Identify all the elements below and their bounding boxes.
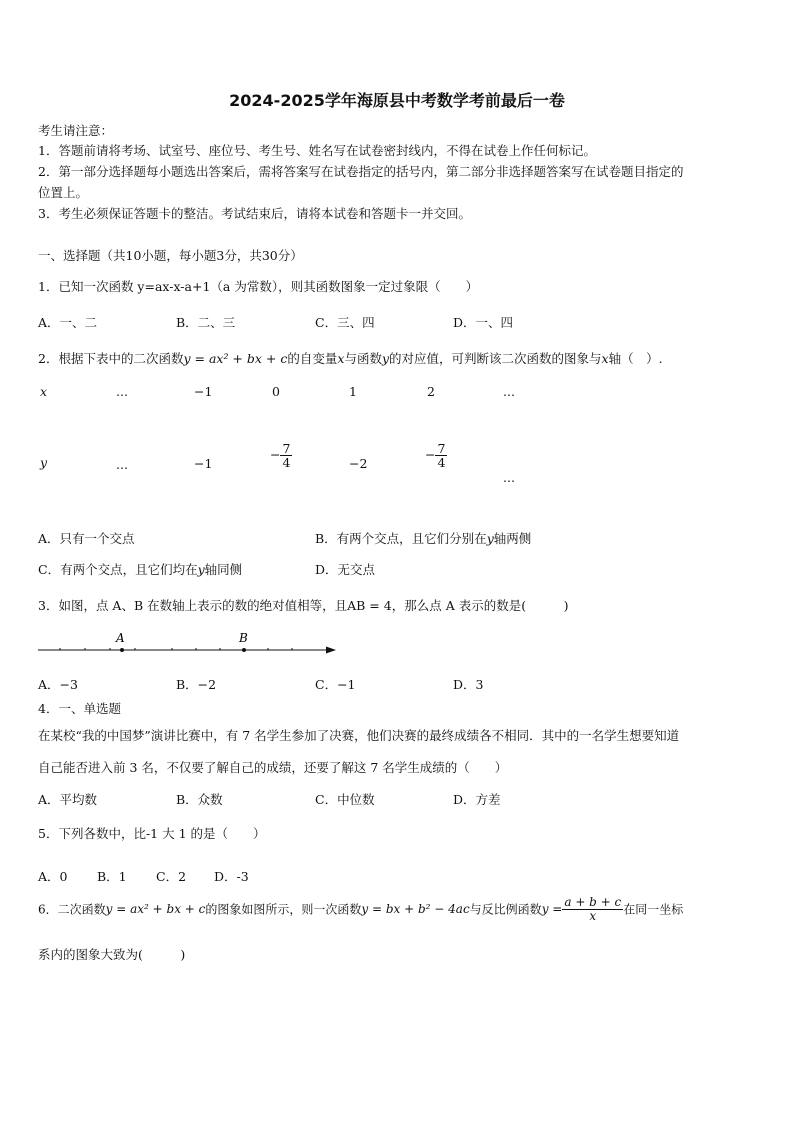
q4-option-b: B．众数 [176, 792, 223, 807]
table-x-cell: 2 [427, 384, 435, 399]
q4-line-1: 在某校“我的中国梦”演讲比赛中，有 7 名学生参加了决赛，他们决赛的最终成绩各不相同．其中的一名学生想要知道 [38, 728, 680, 743]
table-y-cell: ... [116, 457, 128, 472]
q3-option-a: A．−3 [38, 677, 78, 692]
q6-line-2: 系内的图象大致为( ) [38, 947, 186, 962]
notice-heading: 考生请注意： [38, 123, 114, 138]
q5-option-d: D．-3 [214, 869, 249, 884]
q4-option-a: A．平均数 [38, 792, 98, 807]
q2-option-c: C．有两个交点，且它们均在y轴同侧 [38, 562, 243, 577]
q5-option-b: B．1 [97, 869, 127, 884]
q1-option-d: D．一、四 [453, 315, 514, 330]
q4-line-2: 自己能否进入前 3 名，不仅要了解自己的成绩，还要了解这 7 名学生成绩的（ ） [38, 760, 508, 775]
q5-option-a: A．0 [38, 869, 68, 884]
q3-option-b: B．−2 [176, 677, 217, 692]
notice-item-1: 1．答题前请将考场、试室号、座位号、考生号、姓名写在试卷密封线内，不得在试卷上作任何标记。 [38, 143, 596, 158]
table-x-cell: 0 [272, 384, 280, 399]
table-y-cell: −2 [349, 456, 368, 471]
point-b-dot [242, 648, 246, 652]
table-x-cell: ... [503, 384, 515, 399]
q3-option-c: C．−1 [315, 677, 356, 692]
q6-stem: 6．二次函数y = ax² + bx + c的图象如图所示，则一次函数y = bx + b² − 4ac与反比例函数y = $\frac{a + b + c}{x}$ 在同一坐标 [38, 895, 684, 923]
point-a-dot [120, 648, 124, 652]
table-y-cell-fraction: − $\frac{7}{4}$ [425, 441, 446, 471]
table-x-cell: −1 [194, 384, 213, 399]
table-y-label: y [40, 455, 48, 470]
notice-item-3: 3．考生必须保证答题卡的整洁。考试结束后，请将本试卷和答题卡一并交回。 [38, 206, 471, 221]
point-b-label: B [239, 631, 248, 645]
notice-item-2-cont: 位置上。 [38, 185, 89, 200]
q2-stem: 2．根据下表中的二次函数y = ax² + bx + c的自变量x与函数y的对应值，可判断该二次函数的图象与x轴（ ）. [38, 351, 663, 366]
q1-option-a: A．一、二 [38, 315, 98, 330]
q3-stem: 3．如图，点 A、B 在数轴上表示的数的绝对值相等，且AB = 4，那么点 A 表示的数是( ) [38, 598, 569, 613]
q5-option-c: C．2 [156, 869, 187, 884]
q4-option-c: C．中位数 [315, 792, 375, 807]
table-y-cell: −1 [194, 456, 213, 471]
page-title: 2024-2025学年海原县中考数学考前最后一卷 [229, 91, 565, 110]
q3-option-d: D．3 [453, 677, 484, 692]
q1-option-c: C．三、四 [315, 315, 375, 330]
q4-option-d: D．方差 [453, 792, 501, 807]
table-x-label: x [40, 384, 48, 399]
q1-option-b: B．二、三 [176, 315, 236, 330]
number-line-figure [36, 628, 340, 658]
q1-stem: 1．已知一次函数 y=ax-x-a+1（a 为常数），则其函数图象一定过象限（ ） [38, 279, 479, 294]
q4-heading: 4．一、单选题 [38, 701, 121, 716]
notice-item-2: 2．第一部分选择题每小题选出答案后，需将答案写在试卷指定的括号内，第二部分非选择题答案写在试卷题目指定的 [38, 164, 684, 179]
q2-option-d: D．无交点 [315, 562, 376, 577]
section-heading: 一、选择题（共10小题，每小题3分，共30分） [38, 248, 303, 263]
point-a-label: A [116, 631, 125, 645]
q2-option-b: B．有两个交点，且它们分别在y轴两侧 [315, 531, 532, 546]
table-x-cell: 1 [349, 384, 357, 399]
table-y-cell-fraction: − $\frac{7}{4}$ [270, 441, 291, 471]
table-y-cell: ... [503, 470, 515, 485]
table-x-cell: ... [116, 384, 128, 399]
q5-stem: 5．下列各数中，比-1 大 1 的是（ ） [38, 826, 266, 841]
q2-option-a: A．只有一个交点 [38, 531, 135, 546]
number-line-arrow-icon [326, 647, 336, 654]
